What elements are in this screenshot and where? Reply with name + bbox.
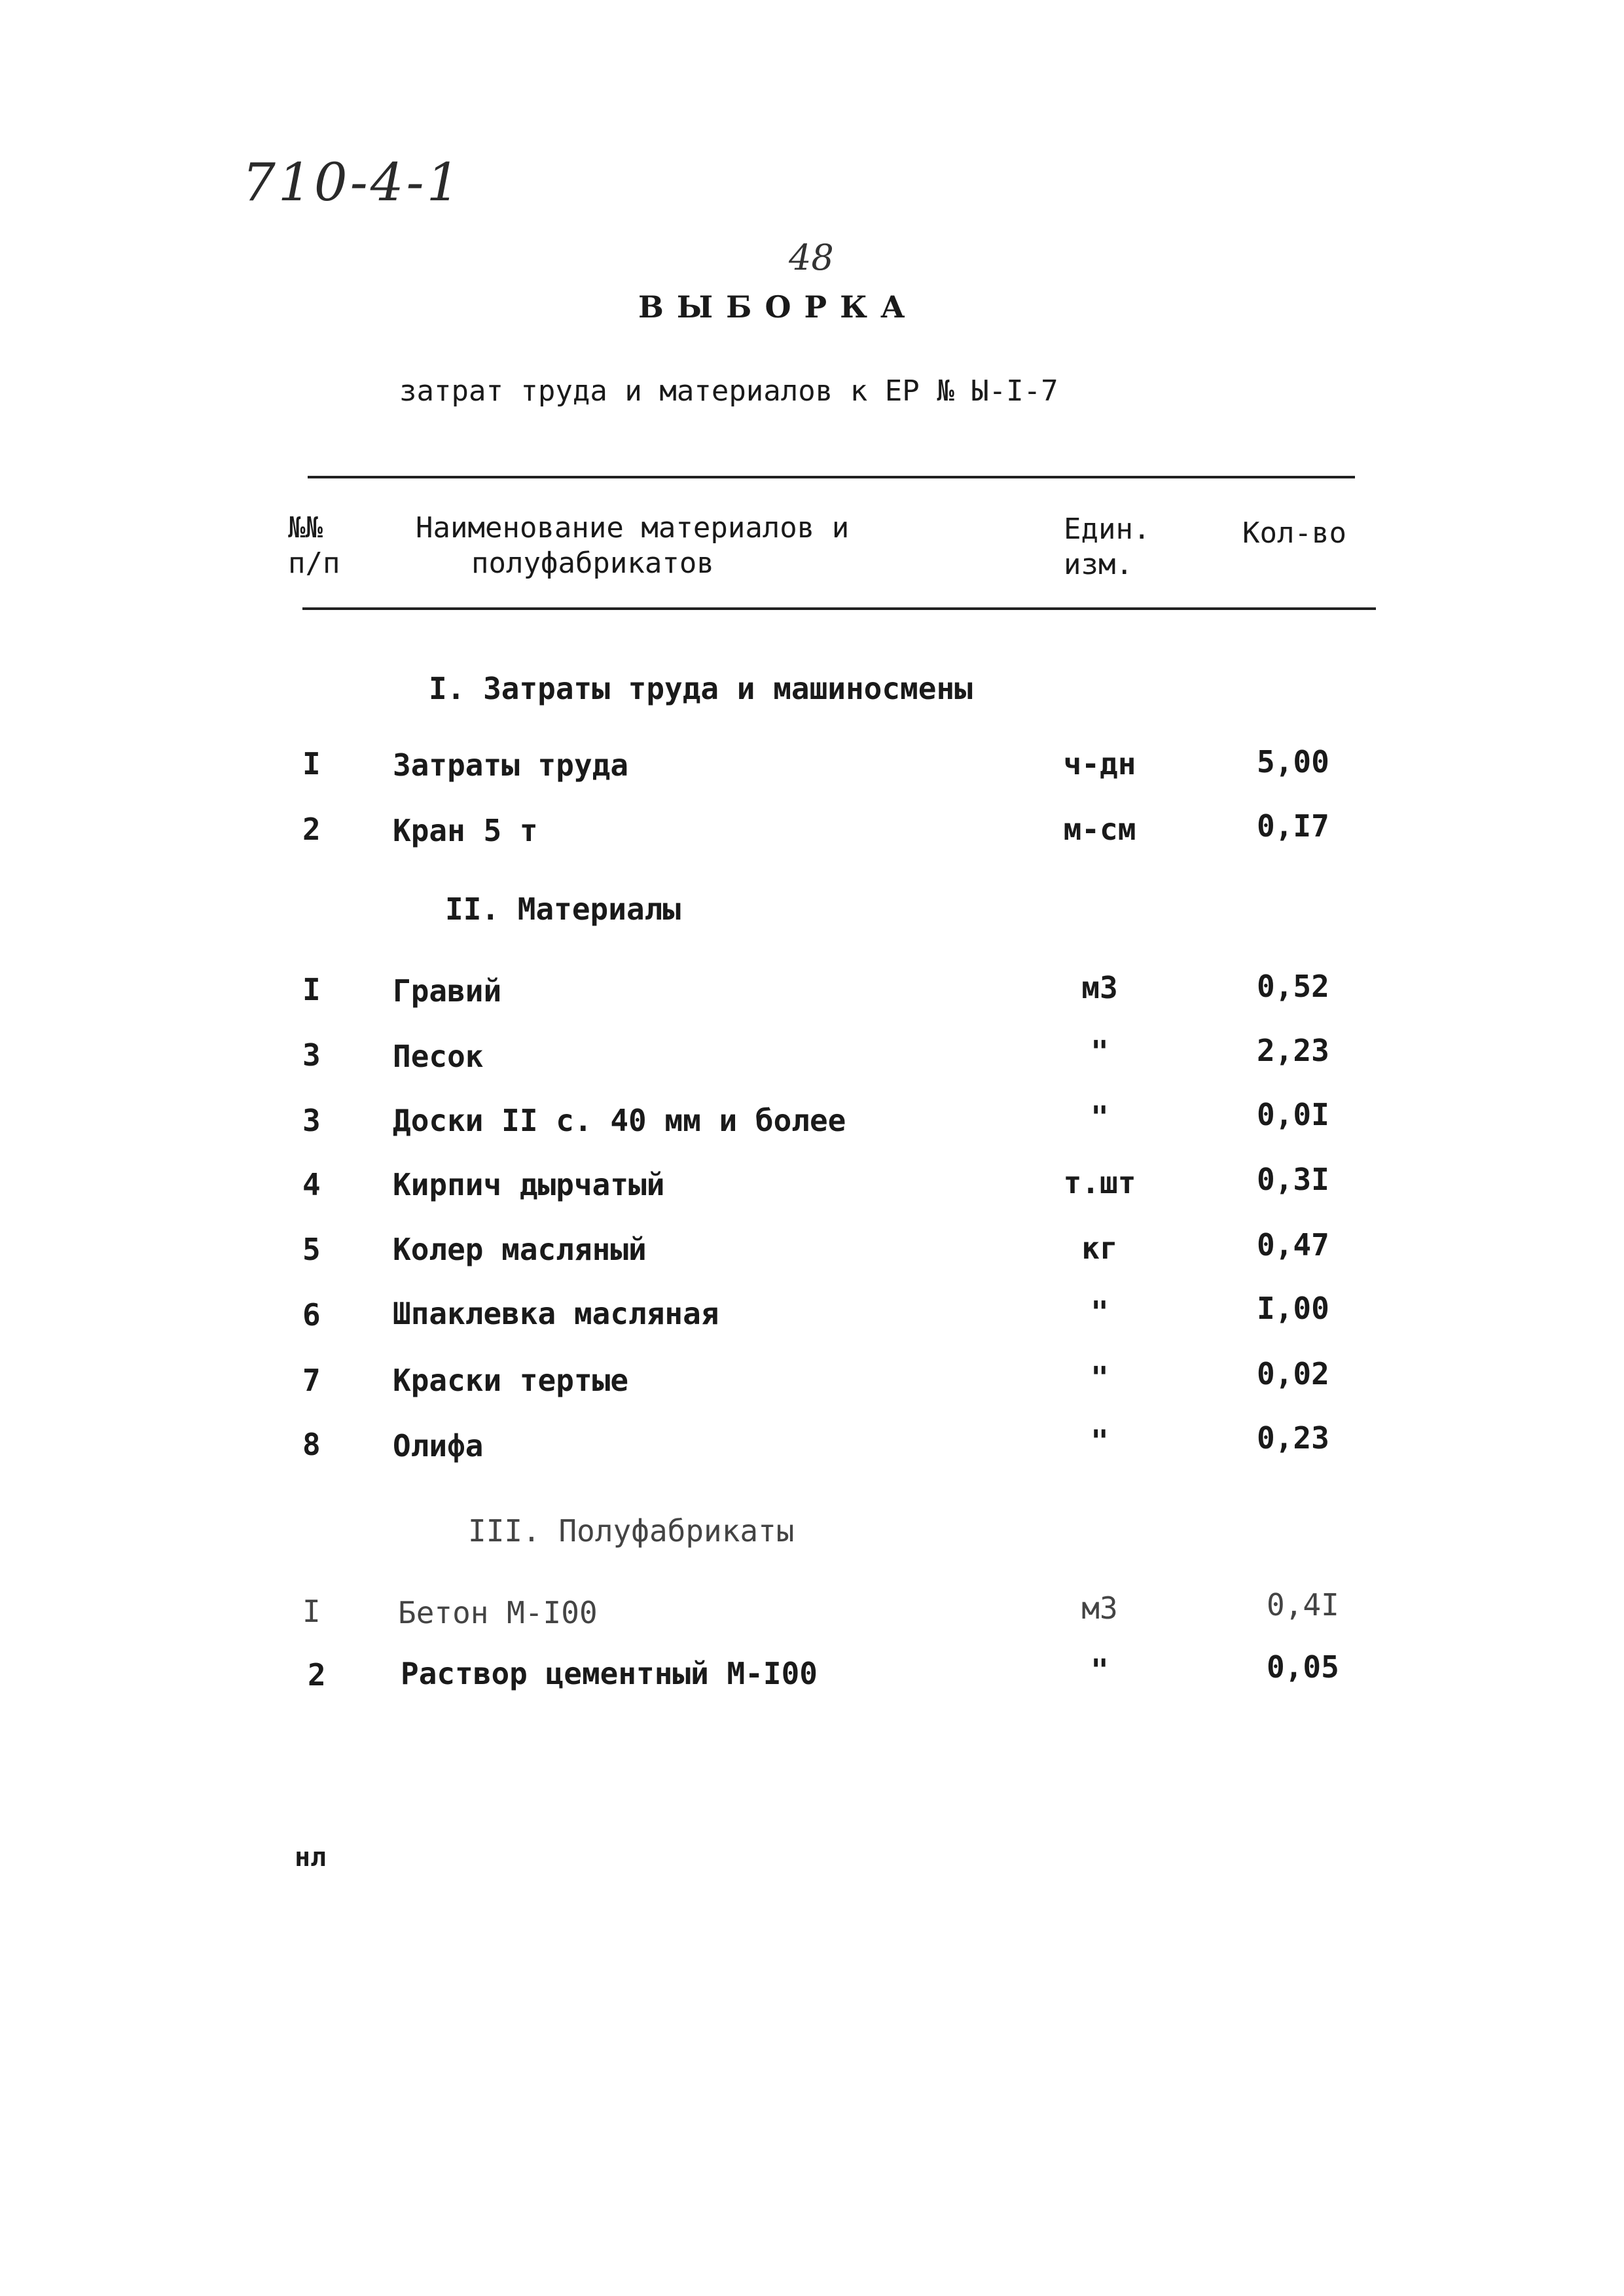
header-unit-line2: изм.: [1064, 548, 1133, 581]
row-qty: 0,3I: [1257, 1162, 1329, 1197]
row-unit: ": [1091, 1360, 1109, 1395]
row-num: 8: [302, 1427, 321, 1462]
header-num: [288, 511, 340, 581]
section-title-materials: II. Материалы: [445, 891, 681, 927]
row-num: 4: [302, 1167, 321, 1202]
header-name-line1: Наименование материалов и: [416, 511, 850, 545]
section-title-labor: I. Затраты труда и машиносмены: [429, 671, 973, 706]
row-name: Доски II с. 40 мм и более: [393, 1103, 846, 1138]
row-qty: 0,02: [1257, 1356, 1329, 1391]
row-qty: 0,05: [1267, 1649, 1339, 1685]
row-num: 2: [308, 1657, 326, 1693]
document-title: ВЫБОРКА: [638, 289, 918, 325]
row-unit: м3: [1081, 1590, 1118, 1626]
row-qty: 5,00: [1257, 744, 1329, 780]
table-top-rule: [308, 476, 1355, 478]
row-name: Олифа: [393, 1428, 484, 1463]
row-num: 5: [302, 1232, 321, 1267]
row-num: I: [302, 1594, 321, 1629]
row-name: Колер масляный: [393, 1232, 647, 1267]
row-unit: ч-дн: [1063, 746, 1136, 781]
row-num: 2: [302, 812, 321, 847]
row-qty: 0,0I: [1257, 1097, 1329, 1132]
row-unit: т.шт: [1063, 1165, 1136, 1200]
row-num: I: [302, 746, 321, 781]
row-name: Раствор цементный М-I00: [401, 1656, 818, 1691]
row-unit: м3: [1081, 970, 1118, 1005]
row-num: 3: [302, 1037, 321, 1073]
table-header-rule: [302, 607, 1376, 610]
row-qty: 0,I7: [1257, 808, 1329, 844]
row-unit: ": [1091, 1653, 1109, 1688]
row-num: 3: [302, 1103, 321, 1138]
row-unit: м-см: [1063, 812, 1136, 847]
row-name: Шпаклевка масляная: [393, 1296, 719, 1331]
header-unit-line1: Един.: [1064, 512, 1151, 546]
handwritten-code: 710-4-1: [242, 152, 463, 213]
header-name: [416, 511, 849, 581]
row-qty: 0,52: [1257, 969, 1329, 1004]
section-title-semifinished: III. Полуфабрикаты: [468, 1513, 795, 1549]
row-num: I: [302, 972, 321, 1007]
row-name: Гравий: [393, 973, 502, 1009]
document-subtitle: затрат труда и материалов к ЕР № Ы-I-7: [399, 374, 1058, 408]
row-qty: I,00: [1257, 1291, 1329, 1326]
row-name: Бетон М-I00: [398, 1595, 598, 1630]
row-unit: ": [1091, 1034, 1109, 1069]
row-qty: 0,23: [1257, 1420, 1329, 1456]
row-name: Кран 5 т: [393, 813, 538, 848]
row-num: 7: [302, 1363, 321, 1398]
footer-mark: нл: [295, 1842, 327, 1873]
header-name-line2: полуфабрикатов: [471, 547, 714, 580]
row-name: Затраты труда: [393, 747, 629, 783]
row-unit: кг: [1081, 1230, 1118, 1266]
header-num-line2: п/п: [288, 547, 340, 580]
header-unit: [1064, 512, 1150, 583]
row-name: Краски тертые: [393, 1363, 629, 1398]
row-num: 6: [302, 1297, 321, 1333]
row-name: Кирпич дырчатый: [393, 1167, 665, 1202]
page-number: 48: [789, 237, 834, 278]
row-unit: ": [1091, 1424, 1109, 1459]
row-unit: ": [1091, 1100, 1109, 1135]
row-qty: 0,47: [1257, 1227, 1329, 1263]
header-num-line1: №№: [288, 511, 323, 545]
header-qty: Кол-во: [1242, 516, 1346, 550]
row-name: Песок: [393, 1039, 484, 1074]
row-qty: 0,4I: [1267, 1587, 1339, 1623]
row-unit: ": [1091, 1295, 1109, 1330]
row-qty: 2,23: [1257, 1033, 1329, 1068]
